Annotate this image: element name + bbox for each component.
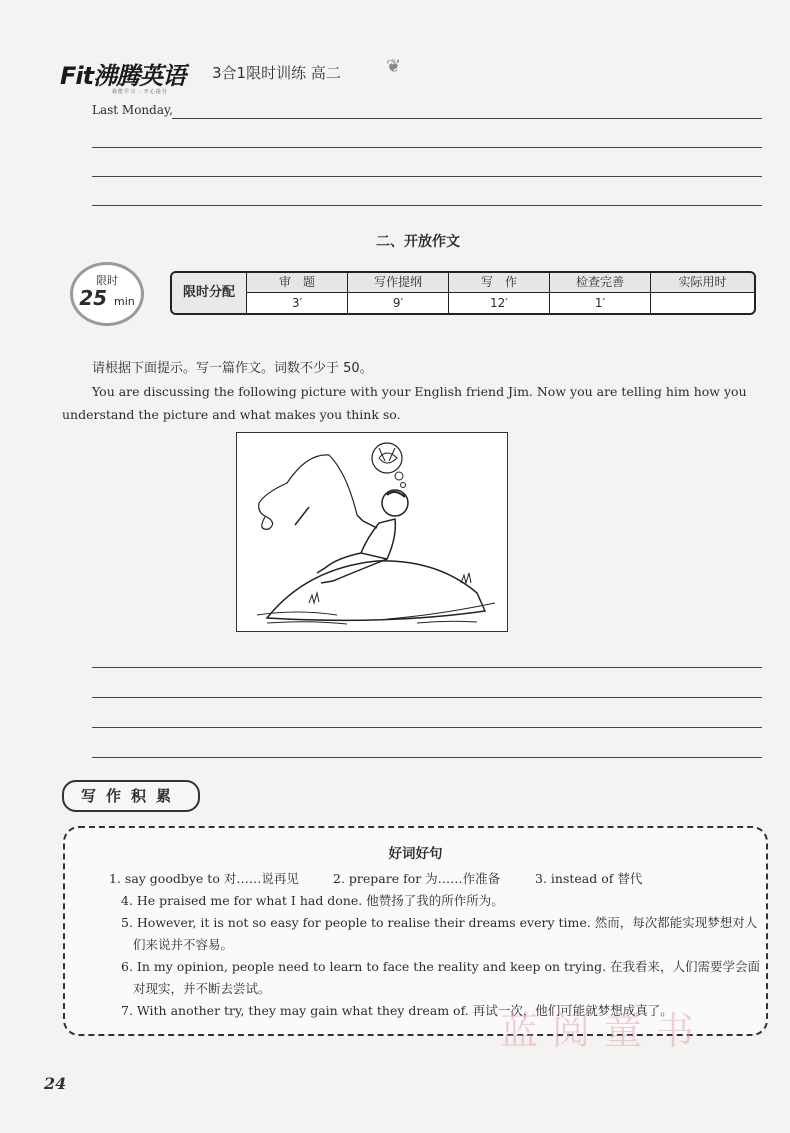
fishing-cartoon-illustration — [237, 433, 507, 631]
writing-line[interactable] — [172, 118, 762, 119]
watermark: 蓝阅童书 — [500, 1009, 709, 1053]
cartoon-picture — [236, 432, 508, 632]
writing-start-label: Last Monday, — [92, 103, 173, 117]
expression-item: 6. In my opinion, people need to learn to face the reality and keep on trying. 在我看来，人们需要学会面对现实，并不断去尝试。 — [121, 959, 761, 996]
expression-item: 1. say goodbye to 对……说再见 — [109, 871, 299, 886]
brand-logo: Fit沸腾英语 — [60, 62, 186, 90]
butterfly-icon: ❦ — [386, 56, 402, 77]
time-allocation-label: 限时分配 — [172, 273, 247, 313]
useful-expressions-title: 好词好句 — [388, 846, 443, 862]
book-title: 3合1限时训练 高二 — [212, 64, 341, 82]
writing-line[interactable] — [92, 727, 762, 728]
column-header: 实际用时 — [651, 273, 754, 293]
column-header: 检查完善 — [550, 273, 650, 293]
time-allocation-column — [651, 273, 754, 313]
writing-line[interactable] — [92, 757, 762, 758]
time-limit-value: 25 min — [79, 286, 135, 310]
writing-line[interactable] — [92, 667, 762, 668]
expression-item: 3. instead of 替代 — [535, 871, 643, 886]
time-limit-badge — [70, 262, 144, 326]
time-allocation-table — [170, 271, 756, 315]
writing-accumulation-tag: 写作积累 — [62, 780, 200, 812]
writing-line[interactable] — [92, 697, 762, 698]
expression-item: 7. With another try, they may gain what they dream of. 再试一次，他们可能就梦想成真了。 — [121, 1003, 673, 1018]
column-header: 审 题 — [247, 273, 347, 293]
time-allocation-column — [247, 273, 348, 313]
prompt-instruction-en: You are discussing the following picture with your English friend Jim. Now you are telling him how you understand the picture and what makes you think so. — [62, 384, 747, 422]
column-header: 写作提纲 — [348, 273, 448, 293]
expression-item: 2. prepare for 为……作准备 — [333, 871, 501, 886]
section-title: 二、开放作文 — [376, 234, 460, 250]
time-allocation-column — [348, 273, 449, 313]
writing-line[interactable] — [92, 176, 762, 177]
writing-line[interactable] — [92, 205, 762, 206]
time-allocation-column — [449, 273, 550, 313]
page-number: 24 — [44, 1074, 67, 1093]
actual-time-input[interactable] — [651, 293, 754, 313]
page-header — [60, 56, 580, 96]
writing-line[interactable] — [92, 147, 762, 148]
expression-item: 5. However, it is not so easy for people to realise their dreams every time. 然而，每次都能实现梦想对人们来说并不容易。 — [121, 915, 758, 952]
column-header: 写 作 — [449, 273, 549, 293]
column-value: 12′ — [490, 296, 508, 310]
brand-slogan: 我能学习 · 开心提分 — [112, 89, 168, 95]
time-allocation-column — [550, 273, 651, 313]
prompt-instruction-cn: 请根据下面提示。写一篇作文。词数不少于 50。 — [92, 361, 373, 376]
column-value: 9′ — [392, 296, 404, 310]
column-value: 3′ — [291, 296, 303, 310]
expression-item: 4. He praised me for what I had done. 他赞扬了我的所作所为。 — [121, 893, 504, 908]
column-value: 1′ — [594, 296, 606, 310]
time-limit-label: 限时 — [96, 274, 118, 287]
